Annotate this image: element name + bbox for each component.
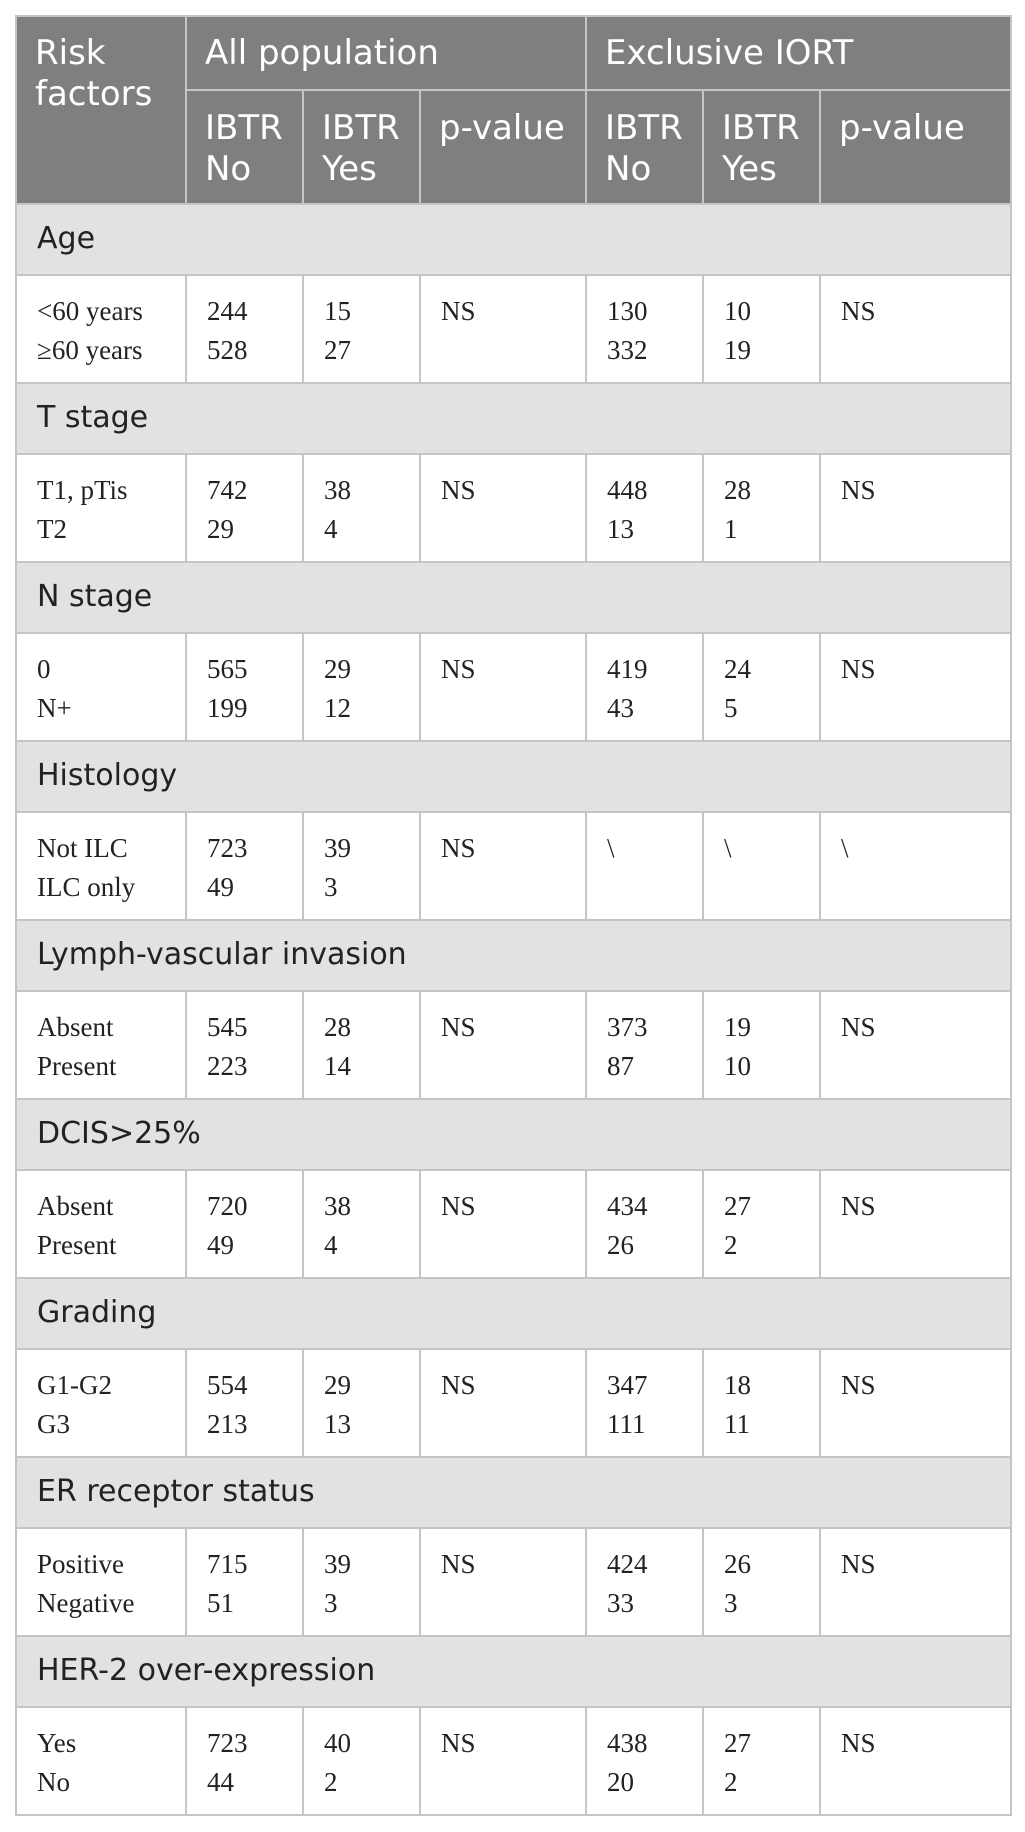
group-header-row — [16, 1278, 1011, 1349]
cell-value: 10 — [724, 1051, 752, 1081]
header-all-population: All population — [186, 16, 586, 90]
cell-value: 111 — [607, 1409, 646, 1439]
cell-value: Negative — [37, 1588, 135, 1618]
header-row-top — [16, 16, 1011, 90]
cell-value: 12 — [324, 693, 351, 723]
iort-ibtr-yes-values — [703, 454, 820, 562]
risk-factor-values — [16, 1349, 186, 1457]
table-row — [16, 1170, 1011, 1278]
cell-value: N+ — [37, 693, 72, 723]
group-title: DCIS>25% — [16, 1099, 1011, 1170]
all-ibtr-yes-values — [303, 633, 420, 741]
cell-value: G1-G2 — [37, 1370, 112, 1400]
risk-factor-values — [16, 633, 186, 741]
risk-factors-table — [15, 15, 1012, 1816]
cell-value: \ — [724, 833, 732, 863]
group-header-row — [16, 562, 1011, 633]
cell-value: 49 — [207, 1230, 234, 1260]
cell-value: ≥60 years — [37, 335, 143, 365]
cell-value: 28 — [724, 475, 752, 505]
cell-value: 33 — [607, 1588, 635, 1618]
header-all-p-value: p-value — [420, 90, 586, 204]
cell-value: 24 — [724, 654, 752, 684]
header-risk-factors: Risk factors — [16, 16, 186, 204]
cell-value: 4 — [324, 514, 338, 544]
table-row — [16, 1707, 1011, 1815]
iort-ibtr-yes-values — [703, 1528, 820, 1636]
cell-value: Not ILC — [37, 833, 128, 863]
cell-value: 3 — [324, 872, 338, 902]
all-p-value: NS — [420, 454, 586, 562]
cell-value: 29 — [324, 654, 351, 684]
cell-value: 29 — [324, 1370, 351, 1400]
risk-factor-values — [16, 812, 186, 920]
all-ibtr-yes-values — [303, 454, 420, 562]
cell-value: T1, pTis — [37, 475, 128, 505]
header-iort-ibtr-yes: IBTR Yes — [703, 90, 820, 204]
risk-factor-values — [16, 1528, 186, 1636]
cell-value: 14 — [324, 1051, 351, 1081]
all-ibtr-yes-values — [303, 1349, 420, 1457]
cell-value: 723 — [207, 833, 248, 863]
cell-value: 27 — [324, 335, 351, 365]
iort-ibtr-yes-values — [703, 1349, 820, 1457]
all-ibtr-no-values — [186, 1528, 303, 1636]
group-title: Lymph-vascular invasion — [16, 920, 1011, 991]
all-ibtr-yes-values — [303, 812, 420, 920]
cell-value: 15 — [324, 296, 351, 326]
iort-p-value: NS — [820, 1707, 1011, 1815]
iort-ibtr-no-values — [586, 991, 703, 1099]
risk-factor-values — [16, 991, 186, 1099]
cell-value: 27 — [724, 1191, 752, 1221]
all-p-value: NS — [420, 1349, 586, 1457]
risk-factor-values — [16, 275, 186, 383]
iort-ibtr-no-values — [586, 275, 703, 383]
iort-ibtr-no-values — [586, 1528, 703, 1636]
table-row — [16, 454, 1011, 562]
cell-value: 43 — [607, 693, 635, 723]
risk-factor-values — [16, 1707, 186, 1815]
all-ibtr-yes-values — [303, 1707, 420, 1815]
group-title: Age — [16, 204, 1011, 275]
group-title: ER receptor status — [16, 1457, 1011, 1528]
iort-ibtr-no-values — [586, 633, 703, 741]
iort-ibtr-no-values — [586, 812, 703, 920]
group-title: N stage — [16, 562, 1011, 633]
iort-p-value: NS — [820, 633, 1011, 741]
iort-ibtr-yes-values — [703, 1170, 820, 1278]
table-row — [16, 275, 1011, 383]
table-row — [16, 1349, 1011, 1457]
cell-value: 2 — [724, 1230, 738, 1260]
cell-value: Absent — [37, 1191, 114, 1221]
iort-ibtr-yes-values — [703, 991, 820, 1099]
cell-value: 419 — [607, 654, 648, 684]
all-ibtr-yes-values — [303, 1170, 420, 1278]
group-header-row — [16, 1457, 1011, 1528]
cell-value: 434 — [607, 1191, 648, 1221]
cell-value: 49 — [207, 872, 234, 902]
group-title: T stage — [16, 383, 1011, 454]
cell-value: 38 — [324, 1191, 351, 1221]
cell-value: 554 — [207, 1370, 248, 1400]
cell-value: 332 — [607, 335, 648, 365]
cell-value: 44 — [207, 1767, 234, 1797]
all-ibtr-no-values — [186, 991, 303, 1099]
all-p-value: NS — [420, 1528, 586, 1636]
all-ibtr-no-values — [186, 454, 303, 562]
header-exclusive-iort: Exclusive IORT — [586, 16, 1011, 90]
cell-value: 87 — [607, 1051, 635, 1081]
cell-value: 213 — [207, 1409, 248, 1439]
all-p-value: NS — [420, 991, 586, 1099]
cell-value: 715 — [207, 1549, 248, 1579]
cell-value: 223 — [207, 1051, 248, 1081]
all-p-value: NS — [420, 1707, 586, 1815]
group-header-row — [16, 1636, 1011, 1707]
cell-value: Yes — [37, 1728, 77, 1758]
header-all-ibtr-no: IBTR No — [186, 90, 303, 204]
all-ibtr-no-values — [186, 1707, 303, 1815]
cell-value: Present — [37, 1051, 117, 1081]
cell-value: 13 — [607, 514, 635, 544]
iort-ibtr-no-values — [586, 1349, 703, 1457]
cell-value: 448 — [607, 475, 648, 505]
cell-value: 28 — [324, 1012, 351, 1042]
cell-value: 2 — [324, 1767, 338, 1797]
group-header-row — [16, 1099, 1011, 1170]
cell-value: 26 — [724, 1549, 752, 1579]
group-header-row — [16, 920, 1011, 991]
cell-value: Positive — [37, 1549, 125, 1579]
cell-value: 199 — [207, 693, 248, 723]
iort-p-value: NS — [820, 1528, 1011, 1636]
cell-value: G3 — [37, 1409, 70, 1439]
cell-value: <60 years — [37, 296, 143, 326]
cell-value: ILC only — [37, 872, 136, 902]
iort-ibtr-no-values — [586, 1707, 703, 1815]
cell-value: Present — [37, 1230, 117, 1260]
cell-value: 528 — [207, 335, 248, 365]
cell-value: 10 — [724, 296, 752, 326]
iort-ibtr-yes-values — [703, 633, 820, 741]
table-body — [16, 204, 1011, 1815]
cell-value: 3 — [324, 1588, 338, 1618]
table-row — [16, 1528, 1011, 1636]
cell-value: 545 — [207, 1012, 248, 1042]
cell-value: 244 — [207, 296, 248, 326]
cell-value: 1 — [724, 514, 738, 544]
cell-value: T2 — [37, 514, 67, 544]
all-ibtr-no-values — [186, 275, 303, 383]
iort-p-value: NS — [820, 991, 1011, 1099]
iort-p-value: NS — [820, 275, 1011, 383]
cell-value: 424 — [607, 1549, 648, 1579]
cell-value: 742 — [207, 475, 248, 505]
iort-p-value: \ — [820, 812, 1011, 920]
header-iort-p-value: p-value — [820, 90, 1011, 204]
all-ibtr-yes-values — [303, 275, 420, 383]
cell-value: 723 — [207, 1728, 248, 1758]
cell-value: 13 — [324, 1409, 351, 1439]
cell-value: 2 — [724, 1767, 738, 1797]
cell-value: 3 — [724, 1588, 738, 1618]
header-all-ibtr-yes: IBTR Yes — [303, 90, 420, 204]
table-row — [16, 991, 1011, 1099]
cell-value: Absent — [37, 1012, 114, 1042]
cell-value: 38 — [324, 475, 351, 505]
iort-ibtr-no-values — [586, 454, 703, 562]
cell-value: 347 — [607, 1370, 648, 1400]
cell-value: 39 — [324, 833, 351, 863]
cell-value: 19 — [724, 335, 752, 365]
cell-value: 27 — [724, 1728, 752, 1758]
all-p-value: NS — [420, 812, 586, 920]
iort-ibtr-no-values — [586, 1170, 703, 1278]
cell-value: 5 — [724, 693, 738, 723]
all-ibtr-no-values — [186, 1170, 303, 1278]
all-ibtr-no-values — [186, 812, 303, 920]
group-title: HER-2 over-expression — [16, 1636, 1011, 1707]
iort-p-value: NS — [820, 454, 1011, 562]
iort-ibtr-yes-values — [703, 275, 820, 383]
cell-value: 130 — [607, 296, 648, 326]
group-header-row — [16, 204, 1011, 275]
group-header-row — [16, 383, 1011, 454]
iort-p-value: NS — [820, 1349, 1011, 1457]
group-title: Grading — [16, 1278, 1011, 1349]
cell-value: 565 — [207, 654, 248, 684]
all-ibtr-no-values — [186, 1349, 303, 1457]
all-ibtr-yes-values — [303, 1528, 420, 1636]
cell-value: 29 — [207, 514, 234, 544]
iort-ibtr-yes-values — [703, 1707, 820, 1815]
cell-value: 720 — [207, 1191, 248, 1221]
table-row — [16, 633, 1011, 741]
all-ibtr-yes-values — [303, 991, 420, 1099]
group-title: Histology — [16, 741, 1011, 812]
cell-value: 18 — [724, 1370, 752, 1400]
cell-value: 438 — [607, 1728, 648, 1758]
all-ibtr-no-values — [186, 633, 303, 741]
risk-factor-values — [16, 454, 186, 562]
all-p-value: NS — [420, 275, 586, 383]
all-p-value: NS — [420, 633, 586, 741]
iort-ibtr-yes-values — [703, 812, 820, 920]
cell-value: \ — [607, 833, 615, 863]
cell-value: 40 — [324, 1728, 351, 1758]
cell-value: 51 — [207, 1588, 234, 1618]
table-row — [16, 812, 1011, 920]
cell-value: 19 — [724, 1012, 752, 1042]
group-header-row — [16, 741, 1011, 812]
cell-value: 4 — [324, 1230, 338, 1260]
cell-value: 39 — [324, 1549, 351, 1579]
cell-value: 26 — [607, 1230, 635, 1260]
cell-value: 20 — [607, 1767, 635, 1797]
cell-value: 0 — [37, 654, 51, 684]
cell-value: 373 — [607, 1012, 648, 1042]
cell-value: 11 — [724, 1409, 751, 1439]
risk-factor-values — [16, 1170, 186, 1278]
header-iort-ibtr-no: IBTR No — [586, 90, 703, 204]
all-p-value: NS — [420, 1170, 586, 1278]
iort-p-value: NS — [820, 1170, 1011, 1278]
cell-value: No — [37, 1767, 70, 1797]
